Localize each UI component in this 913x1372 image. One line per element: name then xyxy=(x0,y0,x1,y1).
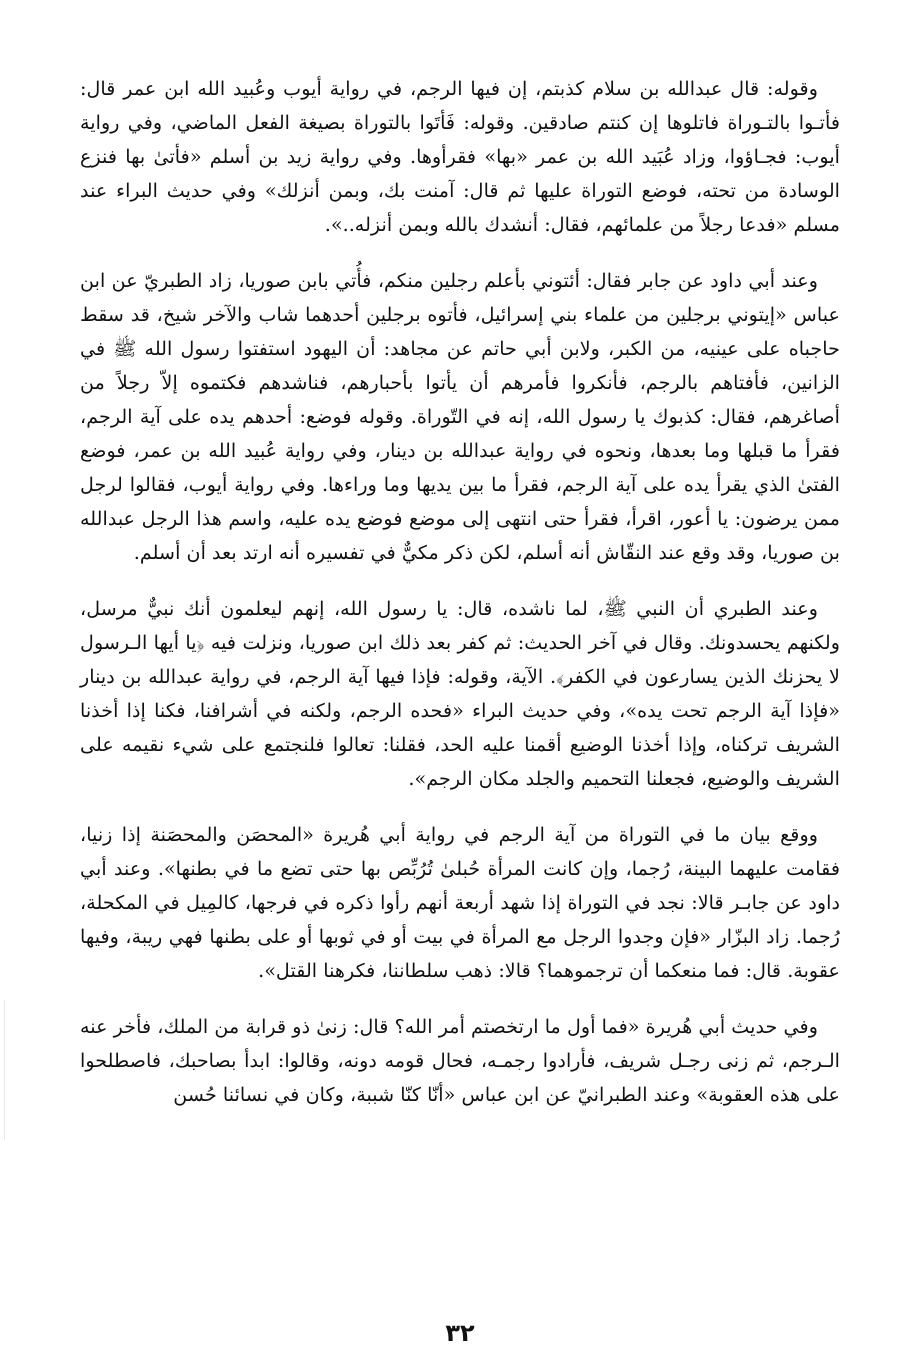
book-page xyxy=(80,72,840,1347)
page-edge-mark xyxy=(4,1000,5,1140)
page-number: ٣٢ xyxy=(445,1319,475,1347)
paragraph-5: وفي حديث أبي هُريرة «فما أول ما ارتخصتم أمر الله؟ قال: زنىٰ ذو قرابة من الملك، فأخر عنه الـرجم، ثم زنى رجـل شريف، فأرادوا رجمـه، فحال قومه دونه، وقالوا: ابدأ بصاحبك، فاصطلحوا على هذه العقوبة» وعند الطبرانيّ عن ابن عباس «أنّا كنّا شببة، وكان في نسائنا حُسن xyxy=(80,1015,840,1106)
paragraph-3: وعند الطبري أن النبي ﷺ، لما ناشده، قال: يا رسول الله، إنهم ليعلمون أنك نبيٌّ مرسل، ولكنهم يحسدونك. وقال في آخر الحديث: ثم كفر بعد ذلك ابن صوريا، ونزلت فيه ﴿يا أيها الـرسول لا يحزنك الذين يسارعون في الكفر﴾. الآية، وقوله: فإذا فيها آية الرجم، في رواية عبدالله بن دينار «فإذا آية الرجم تحت يده»، وفي حديث البراء «فحده الرجم، ولكنه في أشرافنا، فكنا إذا أخذنا الشريف تركناه، وإذا أخذنا الوضيع أقمنا عليه الحد، فقلنا: تعالوا فلنجتمع على شيء نقيمه على الشريف والوضيع، فجعلنا التحميم والجلد مكان الرجم». xyxy=(80,597,840,790)
paragraph-2: وعند أبي داود عن جابر فقال: أئتوني بأعلم رجلين منكم، فأُتي بابن صوريا، زاد الطبريّ عن ابن عباس «إيتوني برجلين من علماء بني إسرائيل، فأتوه برجلين أحدهما شاب والآخر شيخ، قد سقط حاجباه على عينيه، من الكبر، ولابن أبي حاتم عن مجاهد: أن اليهود استفتوا رسول الله ﷺ في الزانين، فأفتاهم بالرجم، فأنكروا فأمرهم أن يأتوا بأحبارهم، فناشدهم فكتموه إلاّ رجلاً من أصاغرهم، فقال: كذبوك يا رسول الله، إنه في التّوراة. وقوله فوضع: أحدهم يده على آية الرجم، فقرأ ما قبلها وما بعدها، ونحوه في رواية عبدالله بن دينار، وفي رواية عُبيد الله بن عمر، فوضع الفتىٰ الذي يقرأ يده على آية الرجم، فقرأ ما بين يديها وما وراءها. وفي رواية أيوب، فقالوا لرجل ممن يرضون: يا أعور، اقرأ، فقرأ حتى انتهى إلى موضع فوضع يده عليه، واسم هذا الرجل عبدالله بن صوريا، وقد وقع عند النقّاش أنه أسلم، لكن ذكر مكيٌّ في تفسيره أنه ارتد بعد أن أسلم. xyxy=(80,269,840,564)
paragraph-4: ووقع بيان ما في التوراة من آية الرجم في رواية أبي هُريرة «المحصَن والمحصَنة إذا زنيا، فقامت عليهما البينة، رُجما، وإن كانت المرأة حُبلىٰ تُرُبِّص بها حتى تضع ما في بطنها». وعند أبي داود عن جابـر قالا: نجد في التوراة إذا شهد أربعة أنهم رأوا ذكره في فرجها، كالمِيل في المكحلة، رُجما. زاد البزّار «فإن وجدوا الرجل مع المرأة في بيت أو في ثوبها أو على بطنها فهي ريبة، وفيها عقوبة. قال: فما منعكما أن ترجموهما؟ قالا: ذهب سلطاننا، فكرهنا القتل». xyxy=(80,823,840,982)
paragraph-1: وقوله: قال عبدالله بن سلام كذبتم، إن فيها الرجم، في رواية أيوب وعُبيد الله ابن عمر قال: فأتـوا بالتـوراة فاتلوها إن كنتم صادقين. وقوله: فَأتَوا بالتوراة بصيغة الفعل الماضي، وفي رواية أيوب: فجـاؤوا، وزاد عُبَيد الله بن عمر «بها» فقرأوها. وفي رواية زيد بن أسلم «فأتىٰ بها فنزع الوسادة من تحته، فوضع التوراة عليها ثم قال: آمنت بك، وبمن أنزلك» وفي حديث البراء عند مسلم «فدعا رجلاً من علمائهم، فقال: أنشدك بالله وبمن أنزله..». xyxy=(80,77,840,236)
